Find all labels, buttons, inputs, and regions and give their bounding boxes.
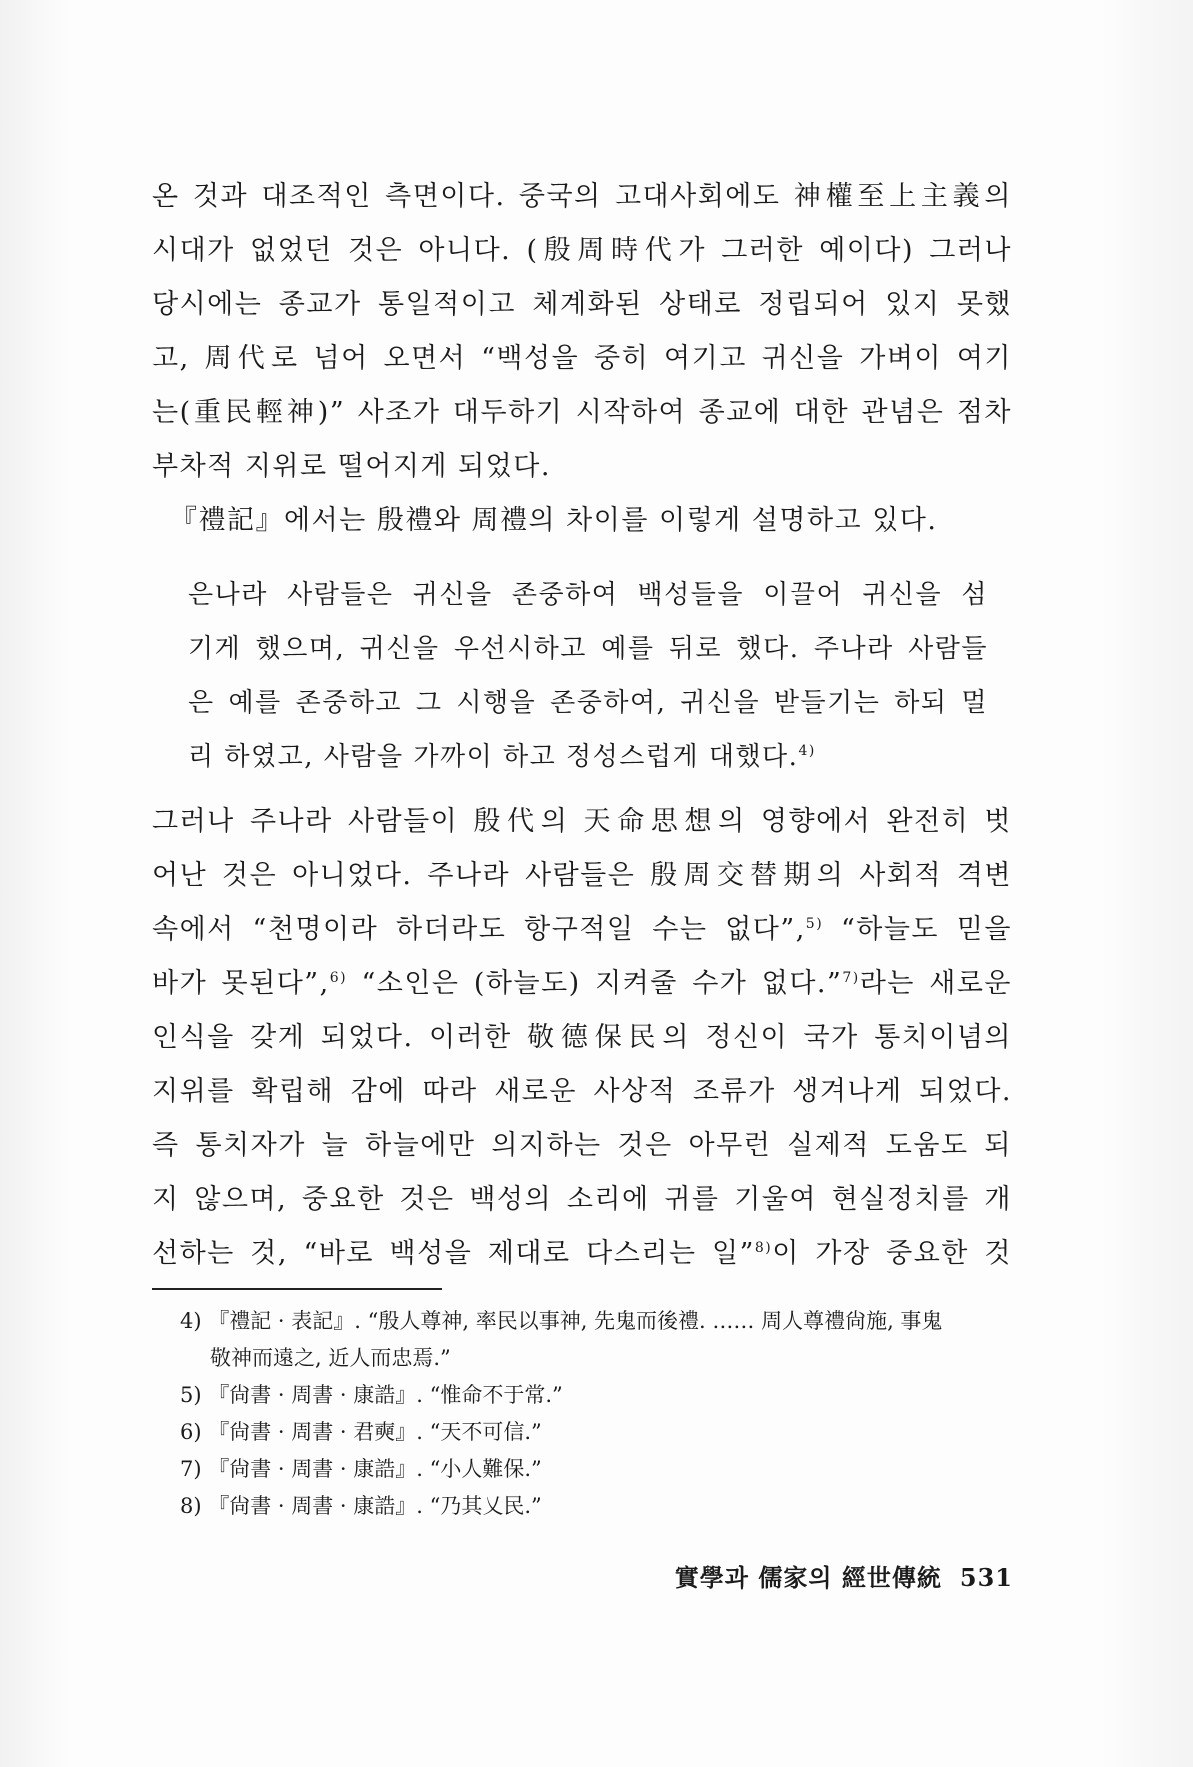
body-paragraph-2: [152, 795, 1012, 1281]
footnote-divider: [152, 1288, 442, 1290]
text-segment: 속에서 “천명이라 하더라도 항구적일 수는 없다”,: [152, 914, 806, 945]
body-paragraph-1: [152, 170, 1012, 548]
text-line: 온 것과 대조적인 측면이다. 중국의 고대사회에도 神權至上主義의: [152, 181, 1012, 212]
block-quote: [188, 568, 988, 784]
quote-line-text: 리 하였고, 사람을 가까이 하고 정성스럽게 대했다.: [188, 742, 799, 772]
text-line: 당시에는 종교가 통일적이고 체계화된 상태로 정립되어 있지 못했: [152, 289, 1012, 320]
running-footer: [675, 1558, 1013, 1593]
footnote-7: 7) 『尙書 · 周書 · 康誥』. “小人難保.”: [180, 1457, 542, 1481]
footnote-4-continued: 敬神而遠之, 近人而忠焉.”: [210, 1346, 451, 1370]
footnote-ref-8: 8): [754, 1240, 773, 1256]
text-line: 지 않으며, 중요한 것은 백성의 소리에 귀를 기울여 현실정치를 개: [152, 1184, 1012, 1215]
footnote-ref-7: 7): [842, 970, 860, 986]
text-line: 는(重民輕神)” 사조가 대두하기 시작하여 종교에 대한 관념은 점차: [152, 397, 1012, 428]
quote-line: 기게 했으며, 귀신을 우선시하고 예를 뒤로 했다. 주나라 사람들: [188, 634, 988, 664]
quote-line: 은 예를 존중하고 그 시행을 존중하여, 귀신을 받들기는 하되 멀: [188, 688, 988, 718]
footnotes: [180, 1303, 1010, 1525]
running-footer-title: 實學과 儒家의 經世傳統: [674, 1563, 942, 1592]
footnote-ref-6: 6): [329, 970, 348, 986]
footnote-ref-4: 4): [798, 743, 816, 759]
text-segment: 라는 새로운: [859, 968, 1012, 999]
footnote-ref-5: 5): [805, 916, 824, 932]
text-line: 고, 周代로 넘어 오면서 “백성을 중히 여기고 귀신을 가벼이 여기: [152, 343, 1012, 374]
page-number: 531: [959, 1563, 1013, 1592]
text-line: 어난 것은 아니었다. 주나라 사람들은 殷周交替期의 사회적 격변: [152, 860, 1012, 891]
text-segment: 바가 못된다”,: [152, 968, 330, 999]
text-line: 그러나 주나라 사람들이 殷代의 天命思想의 영향에서 완전히 벗: [152, 806, 1012, 837]
footnote-8: 8) 『尙書 · 周書 · 康誥』. “乃其乂民.”: [180, 1494, 542, 1518]
intro-line: 『禮記』에서는 殷禮와 周禮의 차이를 이렇게 설명하고 있다.: [170, 505, 938, 536]
text-line: 부차적 지위로 떨어지게 되었다.: [152, 451, 551, 482]
text-segment: “하늘도 믿을: [823, 914, 1012, 945]
text-segment: 선하는 것, “바로 백성을 제대로 다스리는 일”: [152, 1238, 755, 1269]
text-line: 지위를 확립해 감에 따라 새로운 사상적 조류가 생겨나게 되었다.: [152, 1076, 1012, 1107]
quote-line: 은나라 사람들은 귀신을 존중하여 백성들을 이끌어 귀신을 섬: [188, 580, 988, 610]
quote-line-last: [188, 730, 988, 784]
text-line: [152, 903, 1012, 957]
footnote-4: 4) 『禮記 · 表記』. “殷人尊神, 率民以事神, 先鬼而後禮. …… 周人尊禮尙施, 事鬼: [180, 1309, 943, 1333]
text-line: 인식을 갖게 되었다. 이러한 敬德保民의 정신이 국가 통치이념의: [152, 1022, 1012, 1053]
footnote-5: 5) 『尙書 · 周書 · 康誥』. “惟命不于常.”: [180, 1383, 563, 1407]
text-line: 시대가 없었던 것은 아니다. (殷周時代가 그러한 예이다) 그러나: [152, 235, 1012, 266]
text-segment: “소인은 (하늘도) 지켜줄 수가 없다.”: [347, 968, 843, 999]
text-line: [152, 957, 1012, 1011]
text-line: [152, 1227, 1012, 1281]
text-line: 즉 통치자가 늘 하늘에만 의지하는 것은 아무런 실제적 도움도 되: [152, 1130, 1012, 1161]
footnote-6: 6) 『尙書 · 周書 · 君奭』. “天不可信.”: [180, 1420, 542, 1444]
text-segment: 이 가장 중요한 것: [772, 1238, 1012, 1269]
